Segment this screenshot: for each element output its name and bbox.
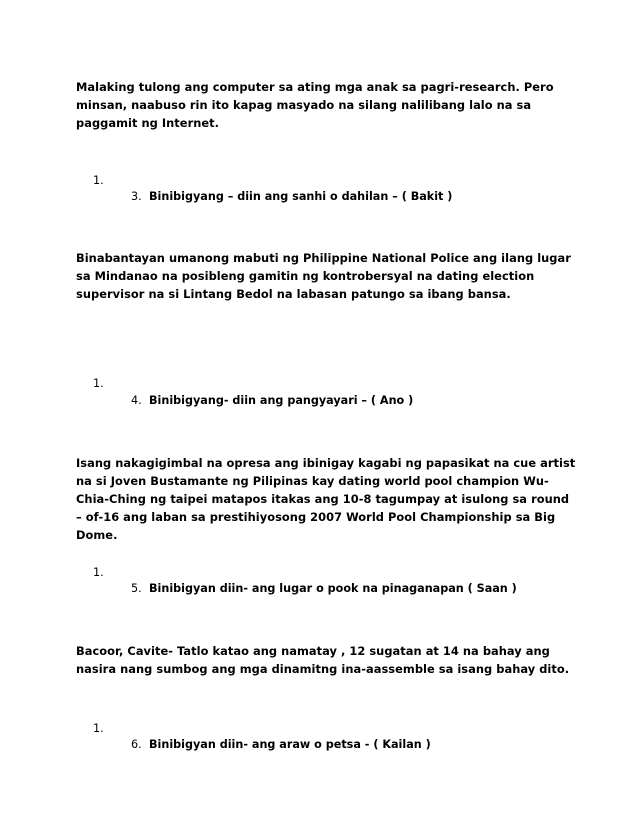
heading-text: Binibigyang – diin ang sanhi o dahilan – ( Bakit ) (149, 190, 453, 203)
list-marker-2: 1. (93, 377, 104, 390)
heading-number: 6. (131, 738, 142, 751)
paragraph-4: Bacoor, Cavite- Tatlo katao ang namatay , 12 sugatan at 14 na bahay ang nasira nang sumbog ang mga dinamitng ina-aassemble sa isang bahay dito. (76, 644, 570, 676)
list-marker-4: 1. (93, 722, 104, 735)
heading-number: 5. (131, 582, 142, 595)
list-marker-3: 1. (93, 566, 104, 579)
heading-3 (131, 581, 517, 597)
paragraph-2: Binabantayan umanong mabuti ng Philippine National Police ang ilang lugar sa Mindanao na posibleng gamitin ng kontrobersyal na dating election supervisor na si Lintang Bedol na labasan patungo sa ibang bansa. (76, 251, 571, 301)
list-marker-1: 1. (93, 174, 104, 187)
heading-number: 4. (131, 394, 142, 407)
heading-text: Binibigyan diin- ang araw o petsa - ( Kailan ) (149, 738, 431, 751)
paragraph-1: Malaking tulong ang computer sa ating mga anak sa pagri-research. Pero minsan, naabuso rin ito kapag masyado na silang nalilibang lalo na sa paggamit ng Internet. (76, 80, 554, 130)
heading-text: Binibigyan diin- ang lugar o pook na pinaganapan ( Saan ) (149, 582, 517, 595)
heading-4 (131, 737, 431, 753)
heading-1 (131, 189, 452, 205)
heading-text: Binibigyang- diin ang pangyayari – ( Ano ) (149, 394, 414, 407)
heading-number: 3. (131, 190, 142, 203)
paragraph-3: Isang nakagigimbal na opresa ang ibinigay kagabi ng papasikat na cue artist na si Joven Bustamante ng Pilipinas kay dating world pool champion Wu-Chia-Ching ng taipei matapos itakas ang 10-8 tagumpay at isulong sa round – of-16 ang laban sa prestihiyosong 2007 World Pool Championship sa Big Dome. (76, 456, 576, 542)
heading-2 (131, 393, 413, 409)
